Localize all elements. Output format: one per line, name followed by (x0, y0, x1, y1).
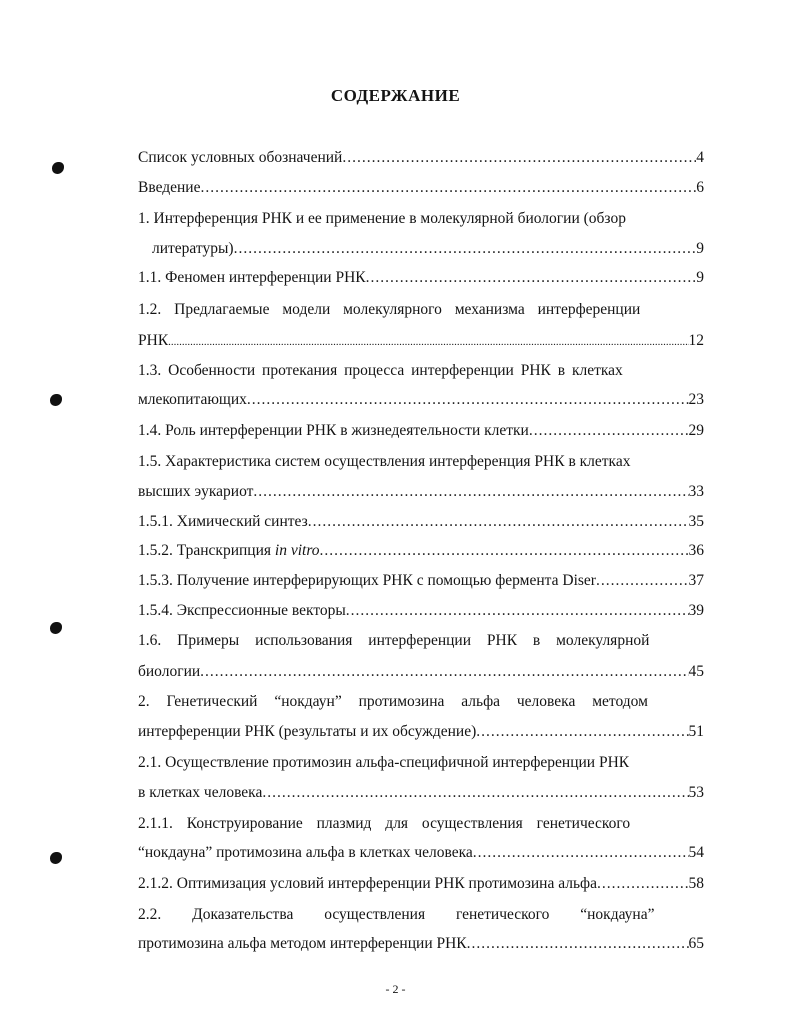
toc-entry-text: Список условных обозначений (138, 149, 343, 166)
dot-leader (200, 662, 688, 682)
scan-mark (50, 394, 62, 406)
dot-leader (342, 148, 696, 168)
toc-entry (138, 571, 704, 591)
dot-leader (597, 874, 689, 894)
toc-entry-italic: in vitro (274, 542, 320, 559)
toc-entry-text: 1. Интерференция РНК и ее применение в молекулярной биологии (обзор (138, 210, 626, 227)
toc-entry (138, 934, 704, 954)
toc-page-number: 54 (688, 844, 704, 861)
dot-leader (467, 934, 689, 954)
toc-entry-text: литературы) (152, 240, 234, 257)
toc-entry (138, 541, 704, 561)
toc-entry-text: 1.5. Характеристика систем осуществления интерференция РНК в клетках (138, 453, 631, 470)
toc-entry (138, 331, 704, 352)
toc-entry-text (138, 631, 704, 651)
toc-entry (138, 268, 704, 288)
toc-entry-text (138, 300, 704, 320)
toc-entry-text (138, 905, 704, 925)
toc-entry-text (138, 814, 704, 834)
toc-entry-text: 2.1.1. Конструирование плазмид для осуществления генетического (138, 815, 631, 832)
toc-entry-text: 1.5.4. Экспрессионные векторы (138, 602, 346, 619)
dot-leader (168, 332, 688, 352)
toc-page-number: 33 (688, 483, 704, 500)
toc-entry (138, 662, 704, 682)
toc-entry-text (138, 541, 320, 561)
dot-leader (320, 541, 689, 561)
toc-page-number: 39 (688, 602, 704, 619)
dot-leader (247, 390, 689, 410)
toc-page-number: 51 (688, 723, 704, 740)
toc-entry (138, 722, 704, 742)
toc-entry-text: Введение (138, 179, 201, 196)
toc-entry-text: 1.1. Феномен интерференции РНК (138, 269, 366, 286)
dot-leader (529, 421, 689, 441)
toc-page-number: 29 (688, 422, 704, 439)
toc-entry (138, 874, 704, 894)
dot-leader (473, 843, 689, 863)
toc-entry-text: “нокдауна” протимозина альфа в клетках человека (138, 844, 473, 861)
toc-page-number: 9 (696, 269, 704, 286)
toc-entry-text: 2.2. Доказательства осуществления генетического “нокдауна” (138, 906, 655, 923)
toc-page-number: 6 (696, 179, 704, 196)
toc-page-number: 58 (688, 875, 704, 892)
toc-entry-text: 2. Генетический “нокдаун” протимозина альфа человека методом (138, 693, 648, 710)
toc-entry (138, 482, 704, 502)
dot-leader (253, 482, 688, 502)
dot-leader (346, 601, 689, 621)
toc-entry-text: 1.2. Предлагаемые модели молекулярного механизма интерференции (138, 301, 641, 318)
toc-entry (138, 601, 704, 621)
toc-entry-text: интерференции РНК (результаты и их обсуждение) (138, 723, 477, 740)
toc-entry-text: 1.3. Особенности протекания процесса интерференции РНК в клетках (138, 362, 623, 379)
toc-entry-text: 1.5.2. Транскрипция (138, 542, 272, 559)
toc-page-number: 4 (696, 149, 704, 166)
dot-leader (200, 178, 696, 198)
toc-entry (138, 512, 704, 532)
toc-entry-text (138, 692, 704, 712)
toc-entry-text: млекопитающих (138, 391, 247, 408)
dot-leader (476, 722, 688, 742)
page-number: - 2 - (385, 982, 406, 996)
toc-page-number: 9 (696, 240, 704, 257)
toc-entry (138, 390, 704, 410)
dot-leader (596, 571, 689, 591)
toc-entry-text: высших эукариот (138, 483, 254, 500)
toc-page-number: 36 (688, 542, 704, 559)
toc-entry-text: 1.6. Примеры использования интерференции РНК в молекулярной (138, 632, 650, 649)
toc-entry (138, 148, 704, 168)
toc-entry-text: в клетках человека (138, 784, 263, 801)
toc-entry-text: РНК (138, 332, 169, 349)
toc-page-number: 53 (688, 784, 704, 801)
toc-entry (152, 239, 704, 259)
toc-entry (138, 421, 704, 441)
toc-page-number: 37 (688, 572, 704, 589)
dot-leader (308, 512, 689, 532)
scan-mark (52, 162, 64, 174)
page-title: СОДЕРЖАНИЕ (330, 86, 461, 105)
toc-page-number: 12 (688, 332, 704, 349)
dot-leader (366, 268, 697, 288)
toc-entry-text: 1.4. Роль интерференции РНК в жизнедеятельности клетки (138, 422, 529, 439)
toc-entry-text: 1.5.3. Получение интерферирующих РНК с помощью фермента Diser (138, 572, 596, 589)
toc-page-number: 45 (688, 663, 704, 680)
toc-entry-text: биологии (138, 663, 201, 680)
toc-page-number: 65 (688, 935, 704, 952)
toc-entry-text: 2.1.2. Оптимизация условий интерференции РНК протимозина альфа (138, 875, 597, 892)
toc-entry (138, 843, 704, 863)
toc-entry (138, 783, 704, 803)
toc-entry (138, 178, 704, 198)
scan-mark (50, 852, 62, 864)
toc-page-number: 23 (688, 391, 704, 408)
toc-entry-text (138, 361, 704, 381)
dot-leader (262, 783, 688, 803)
dot-leader (234, 239, 697, 259)
toc-entry-text: протимозина альфа методом интерференции РНК (138, 935, 467, 952)
scan-mark (50, 622, 62, 634)
toc-page-number: 35 (688, 513, 704, 530)
toc-entry-text: 1.5.1. Химический синтез (138, 513, 308, 530)
toc-entry-text: 2.1. Осуществление протимозин альфа-специфичной интерференции РНК (138, 754, 630, 771)
